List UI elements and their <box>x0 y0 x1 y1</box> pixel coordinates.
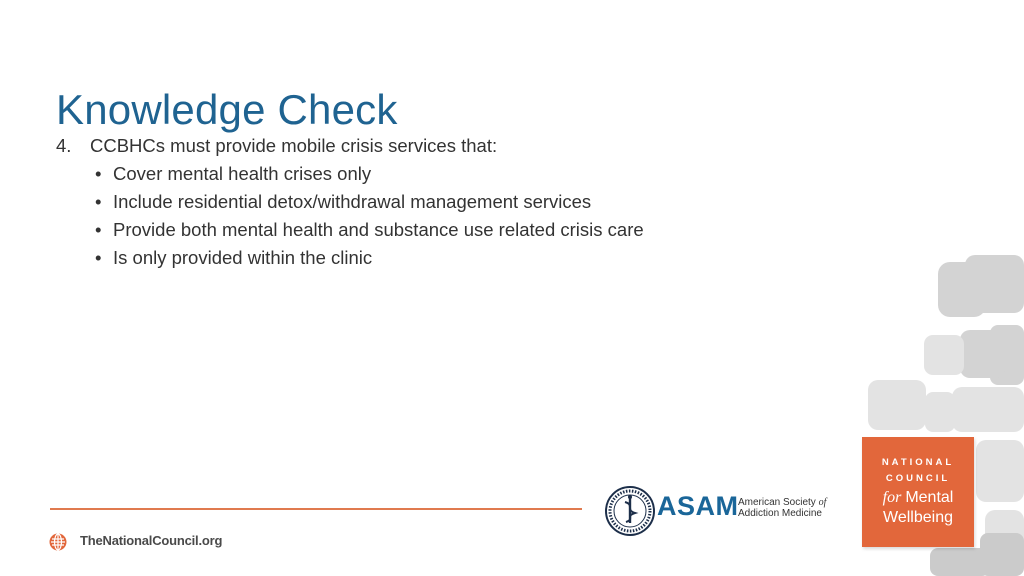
nc-logo-line4: Wellbeing <box>883 509 953 526</box>
nc-logo-for: for <box>882 489 902 506</box>
national-council-globe-icon <box>49 533 67 551</box>
asam-name-of: of <box>818 497 827 508</box>
question-stem <box>56 132 696 160</box>
answer-option[interactable]: • Provide both mental health and substance use related crisis care <box>90 216 696 244</box>
page-title: Knowledge Check <box>56 86 398 134</box>
nc-logo-line3 <box>862 489 974 507</box>
nc-logo-mental: Mental <box>905 489 954 506</box>
asam-seal-icon <box>604 485 656 537</box>
asam-name-line2: Addiction Medicine <box>738 508 822 519</box>
answer-option[interactable]: • Is only provided within the clinic <box>90 244 696 272</box>
knowledge-check-question <box>56 132 696 272</box>
nc-logo-line1: NATIONAL <box>881 457 955 468</box>
question-number: 4. <box>56 135 72 156</box>
asam-wordmark: ASAM <box>657 491 739 521</box>
footer-divider <box>50 508 582 510</box>
national-council-logo <box>862 437 974 547</box>
asam-name-line1: American Society <box>738 497 816 508</box>
question-text: CCBHCs must provide mobile crisis services that: <box>90 135 498 156</box>
answer-option[interactable]: • Include residential detox/withdrawal management services <box>90 188 696 216</box>
footer-website-link[interactable]: TheNationalCouncil.org <box>80 533 223 548</box>
nc-logo-line2: COUNCIL <box>885 473 951 484</box>
asam-full-name <box>738 497 826 519</box>
answer-option[interactable]: • Cover mental health crises only <box>90 160 696 188</box>
answer-options <box>56 160 696 272</box>
